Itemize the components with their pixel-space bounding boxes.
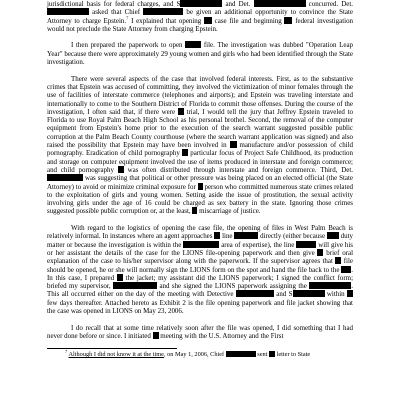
redaction — [143, 8, 183, 15]
p3-s4: duty matter or because the investigation is within the — [47, 232, 353, 249]
redaction — [185, 41, 201, 48]
redaction — [296, 241, 316, 248]
p0-s3: concurred. Det. — [305, 0, 354, 8]
p0-s6: I explained that opening — [128, 16, 204, 25]
redaction — [236, 290, 274, 297]
redaction — [226, 351, 256, 357]
p1-s1: I then prepared the paperwork to open — [71, 41, 186, 50]
redaction — [309, 282, 351, 289]
fn-s1: , on May 1, 2006, Chief — [163, 351, 226, 359]
redaction — [47, 8, 89, 15]
redaction — [183, 241, 219, 248]
p2-s3: manufacture and/or possession of child pornography. Eradication of child pornography — [47, 141, 353, 158]
p0-s2: and Det. — [222, 0, 254, 8]
redaction — [254, 0, 306, 7]
redaction — [341, 266, 351, 273]
redaction — [204, 17, 212, 24]
p2-s6: was suggesting that political or other pressure was being placed on an elected official (the State Attorney) to avoid or minimize criminal exposure for — [47, 174, 353, 191]
paragraph-federal-interests — [47, 75, 353, 216]
p3-s1: With regard to the logistics of opening the case file, the opening of files in West Palm Beach is relatively informal. In instances where an agent approaches — [47, 224, 353, 241]
p1-s2: file. The investigation was dubbed "Operation Leap Year" because there were approximately 29 young women and girls who had been identified through the State investigation. — [47, 41, 353, 67]
redaction — [327, 232, 339, 239]
p3-s6: will give his or her assistant the details of the case for the LIONS file-opening paperwork and then give — [47, 240, 353, 257]
footnote — [47, 351, 353, 358]
p3-s14: within — [324, 290, 347, 299]
p0-s7: case file and beginning — [211, 16, 285, 25]
redaction — [113, 282, 157, 289]
p4-s2: meeting with the U.S. Attorney and the First — [158, 331, 284, 340]
fn-s2: sent — [255, 351, 270, 359]
p0-s8: federal investigation would not preclude the State Attorney from charging Epstein. — [47, 16, 354, 33]
redaction — [180, 0, 222, 7]
redaction — [234, 232, 258, 239]
redaction — [293, 290, 325, 297]
p4-s1: I do recall that at some time relatively soon after the file was opened, I did something that I had never done before or since. I initiated — [47, 323, 353, 340]
p2-s4: particular focus of Project Safe Childhood, its production and storage on computer equipment involved the use of items produced in interstate and foreign commerce; and child pornography — [47, 149, 353, 174]
p3-s2: line — [220, 232, 235, 241]
paragraph-logistics — [47, 224, 353, 315]
p3-s5: area of expertise), the line — [219, 240, 297, 249]
p3-s8: file should be opened, he or she will normally sign the LIONS form on the spot and hand the file back to the — [47, 257, 353, 274]
p2-s2: trial, I would tell the jury that Jeffrey Epstein traveled to Florida to use Royal Palm Beach High School as his personal brothel. Second, the removal of the computer equipment from Epstein's home prior to the execution of the search warrant suggested possible public corruption at the Palm Beach County courthouse (where the search warrant application was signed) and also raised the possibility that Epstein may have been involved in — [47, 107, 353, 150]
footnote-ref: 7 — [126, 15, 129, 21]
p0-s5: be given an additional opportunity to convince the State Attorney to charge Epstein. — [47, 8, 353, 25]
p3-s7: brief oral explanation of the case to his/her supervisor along with the paperwork. If the supervisor agrees that — [47, 248, 354, 266]
p0-s4: asked that Chief — [89, 8, 144, 17]
p2-s8: miscarriage of justice. — [197, 207, 261, 216]
p3-s13: and S — [273, 290, 293, 299]
p3-s12: . This all occurred either on the day of the meeting with Detective — [47, 282, 353, 299]
p3-s11: and she signed the LIONS paperwork assigning the — [157, 282, 310, 291]
redaction — [47, 174, 83, 181]
fn-s3: letter to State — [275, 351, 311, 359]
p2-s5: was often distributed through interstate and foreign commerce. Third, Det. — [123, 165, 354, 174]
footnote-lead: Although I did not know it at the time — [68, 351, 164, 359]
paragraph-operation-leap-year — [47, 41, 353, 66]
p3-s3: directly (either because — [258, 232, 327, 241]
p3-s9: . In this case, I prepared — [47, 265, 353, 282]
p2-s1: There were several aspects of the case that involved federal interests. First, as to the substantive crimes that Epstein was accused of committing, they involved the victimization of minor females through the use of facilities of interstate commerce (telephones and airports); and Epstein was traveling interstate and internationally to come to the Southern District of Florida to commit those offenses. During the course of the investigation, I often said that, if there were — [47, 74, 353, 116]
p3-s10: the jacket; my assistant did the LIONS paperwork; I signed the conflict form; briefed my supervisor, — [47, 273, 353, 291]
redaction — [230, 141, 237, 148]
redaction — [347, 290, 353, 297]
p3-s15: few days thereafter. Attached hereto as Exhibit 2 is the file opening paperwork and file jacket showing that the case was opened in LIONS on May 23, 2006. — [47, 298, 353, 315]
paragraph-meeting-recall — [47, 324, 353, 341]
p0-s1: jurisdictional basis for federal charges, and S — [47, 0, 181, 8]
footnote-number: 7 — [65, 349, 68, 355]
p2-s7: person who committed numerous state crimes related to the exploitation of girls and young women. Setting aside the issue of prostitution, the sexual activity involving girls under the age of 16 could be charged as sex battery in the state. Ignoring those crimes suggested possible public corruption or, at the least, — [47, 182, 353, 216]
paragraph-jurisdictional-basis — [47, 0, 353, 33]
